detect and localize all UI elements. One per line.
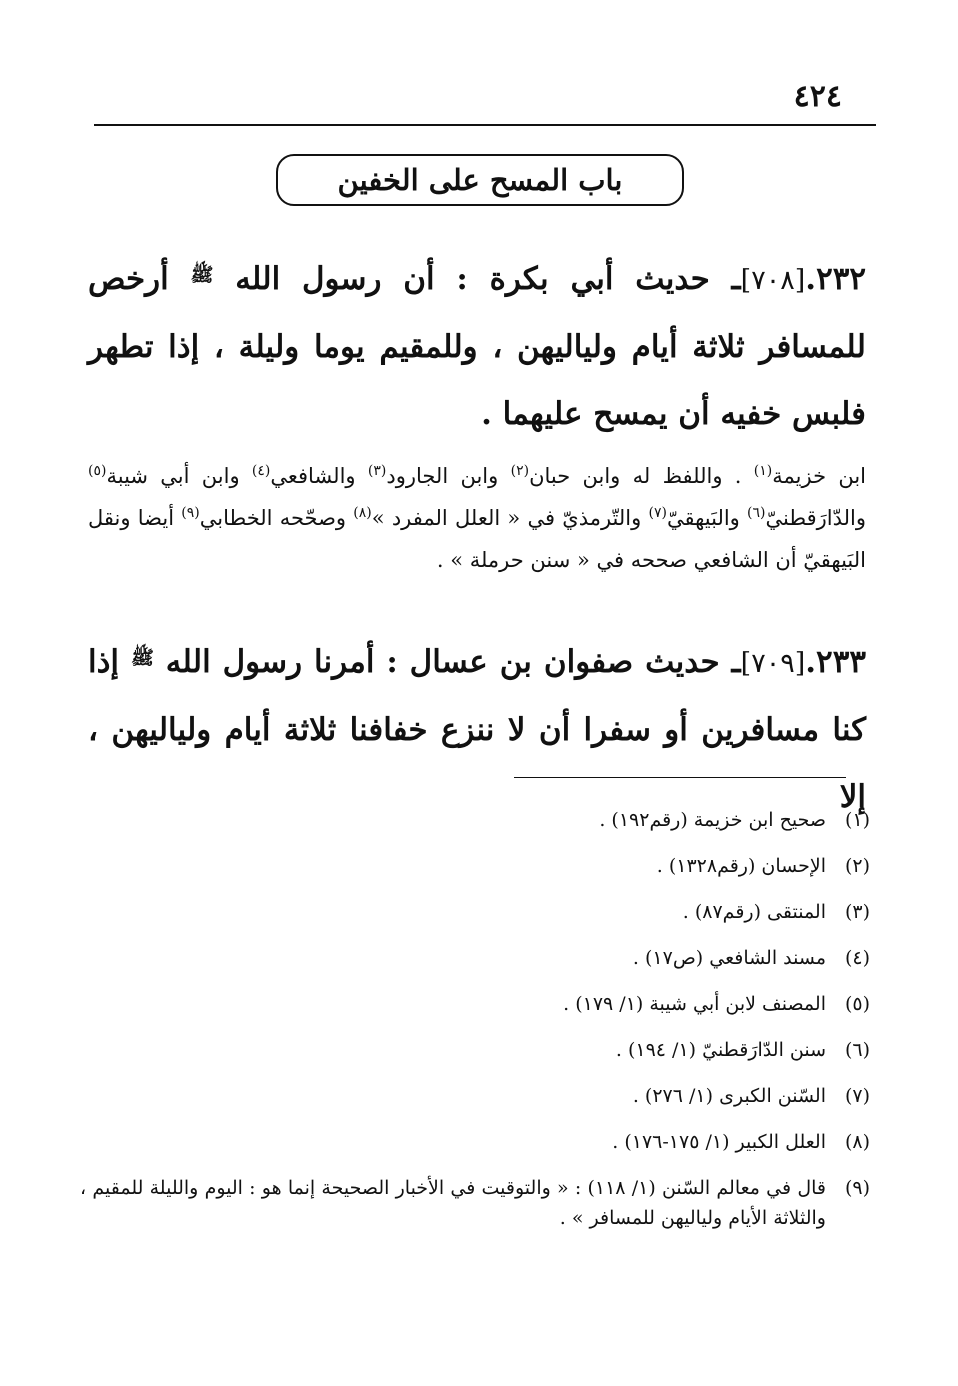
page-number: ٤٢٤ (793, 79, 842, 114)
hadith-232 (88, 242, 866, 448)
footnote-marker[interactable]: (٨) (353, 505, 372, 521)
takhrij-paragraph (88, 455, 866, 581)
footnote-number: (٤) (844, 947, 870, 969)
footnote-marker[interactable]: (٦) (747, 505, 766, 521)
takhrij-text: وصحّحه الخطابي (199, 506, 354, 530)
hadith-text: إذا كنا مسافرين أو سفرا أن لا ننزع خفافنا ثلاثة أيام ولياليهن ، إلا (88, 644, 866, 815)
salla-glyph: ﷺ (190, 264, 214, 286)
footnote-marker[interactable]: (٥) (88, 463, 107, 479)
footnote-number: (٨) (844, 1131, 870, 1153)
takhrij-text: والدّارَقطنيّ (765, 506, 866, 530)
footnote-text: الإحسان (رقم١٣٢٨) . (656, 855, 826, 877)
footnote-text: المصنف لابن أبي شيبة (١/ ١٧٩) . (563, 993, 826, 1015)
footnote-marker[interactable]: (٩) (181, 505, 200, 521)
footnote-text: العلل الكبير (١/ ١٧٥-١٧٦) . (612, 1131, 826, 1153)
footnote-item (80, 1173, 870, 1233)
salla-glyph: ﷺ (130, 647, 154, 669)
footnote-item (80, 989, 870, 1019)
takhrij-text: وابن أبي شيبة (106, 464, 252, 488)
footnote-text: صحيح ابن خزيمة (رقم١٩٢) . (599, 809, 826, 831)
footnote-item (80, 851, 870, 881)
takhrij-text: ابن خزيمة (772, 464, 867, 488)
footnote-item (80, 1035, 870, 1065)
footnotes-list (80, 805, 870, 1249)
footnote-text: سنن الدّارَقطنيّ (١/ ١٩٤) . (615, 1039, 826, 1061)
hadith-text: ـ حديث أبي بكرة : أن رسول الله (235, 261, 741, 297)
takhrij-text: والتّرمذيّ في « العلل المفرد » (371, 506, 649, 530)
chapter-title: باب المسح على الخفين (337, 163, 623, 197)
footnote-marker[interactable]: (٣) (367, 463, 387, 479)
hadith-number: ٢٣٢. (805, 261, 867, 297)
footnote-marker[interactable]: (٧) (648, 505, 667, 521)
takhrij-text: وابن الجارود (386, 464, 511, 488)
chapter-title-box (276, 154, 684, 206)
footnote-item (80, 1081, 870, 1111)
footnote-separator (514, 777, 846, 778)
hadith-text: أرخص للمسافر ثلاثة أيام ولياليهن ، وللمقيم يوما وليلة ، إذا تطهر فلبس خفيه أن يمسح عليهما . (88, 261, 866, 432)
header-rule (94, 124, 876, 126)
footnote-text: قال في معالم السّنن (١/ ١١٨) : « والتوقيت في الأخبار الصحيحة إنما هو : اليوم والليلة للمقيم ، والثلاثة الأيام ولياليهن للمسافر » . (80, 1177, 826, 1229)
footnote-text: مسند الشافعي (ص١٧) . (632, 947, 826, 969)
footnote-number: (٧) (844, 1085, 870, 1107)
footnote-text: السّنن الكبرى (١/ ٢٧٦) . (632, 1085, 826, 1107)
footnote-number: (٩) (844, 1177, 870, 1199)
hadith-text: ـ حديث صفوان بن عسال : أمرنا رسول الله (165, 644, 741, 680)
footnote-marker[interactable]: (٤) (251, 463, 271, 479)
hadith-reference: [٧٠٩] (740, 648, 806, 679)
footnote-number: (٢) (844, 855, 870, 877)
footnote-item (80, 805, 870, 835)
footnote-marker[interactable]: (١) (753, 463, 773, 479)
takhrij-text: أيضا ونقل البَيهقيّ أن الشافعي صححه في « سنن حرملة » . (88, 506, 866, 572)
footnote-item (80, 897, 870, 927)
takhrij-text: والبَيهقيّ (666, 506, 748, 530)
hadith-reference: [٧٠٨] (740, 265, 806, 296)
footnote-number: (٦) (844, 1039, 870, 1061)
footnote-text: المنتقى (رقم٨٧) . (682, 901, 826, 923)
hadith-number: ٢٣٣. (805, 644, 866, 680)
takhrij-text: والشافعي (270, 464, 368, 488)
footnote-item (80, 1127, 870, 1157)
footnote-item (80, 943, 870, 973)
footnote-number: (٣) (844, 901, 870, 923)
footnote-marker[interactable]: (٢) (510, 463, 530, 479)
hadith-233 (88, 625, 866, 831)
footnote-number: (٥) (844, 993, 870, 1015)
takhrij-text: . واللفظ له وابن حبان (529, 464, 754, 488)
footnote-number: (١) (844, 809, 870, 831)
